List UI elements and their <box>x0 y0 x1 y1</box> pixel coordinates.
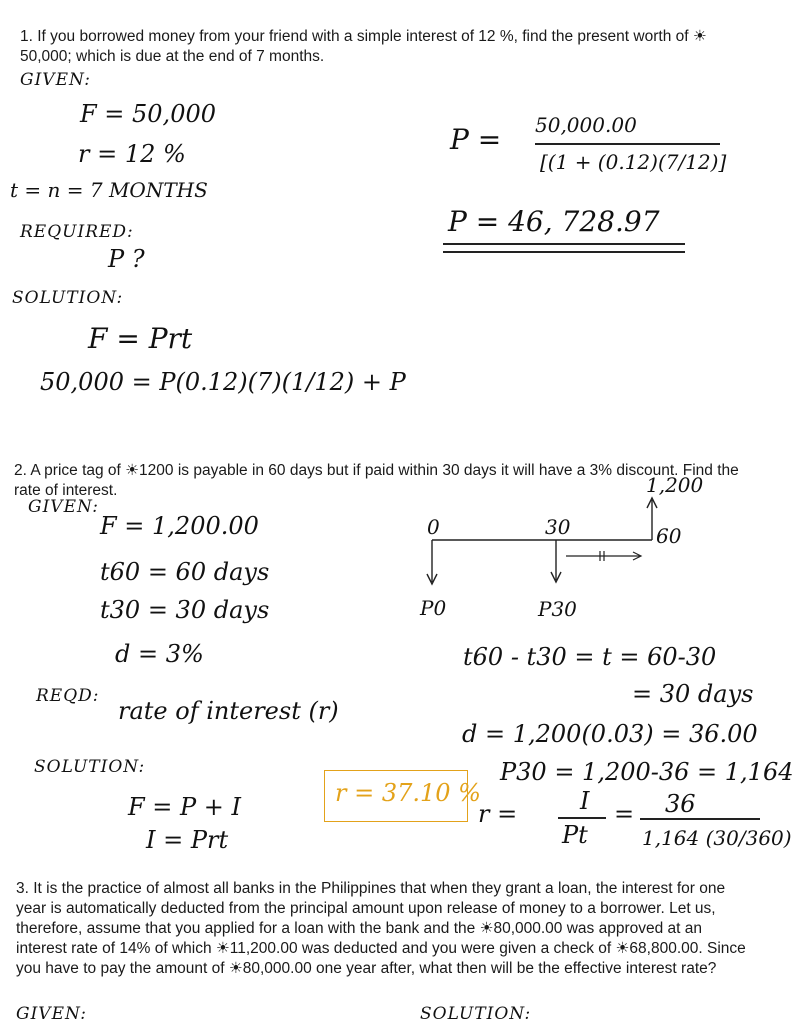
timeline-tick-0: 0 <box>427 515 440 539</box>
p2-reqd: rate of interest (r) <box>118 697 339 725</box>
p1-given-t: t = n = 7 MONTHS <box>10 178 208 202</box>
p3-solution-label: SOLUTION: <box>420 1004 532 1024</box>
problem-1-statement: 1. If you borrowed money from your friend with a simple interest of 12 %, find the present worth of ☀50,000; which is due at the end of 7 months. <box>20 28 707 65</box>
p1-required-label: REQUIRED: <box>20 222 134 242</box>
p2-given-label: GIVEN: <box>28 497 99 517</box>
p1-given-r: r = 12 % <box>78 140 186 168</box>
p2-t-result: = 30 days <box>632 680 754 708</box>
p2-d-calc: d = 1,200(0.03) = 36.00 <box>462 720 758 748</box>
p2-given-d: d = 3% <box>115 640 204 668</box>
timeline-tick-30: 30 <box>545 515 571 539</box>
p2-solution-label: SOLUTION: <box>34 757 146 777</box>
p1-required: P ? <box>108 245 145 273</box>
p2-t-calc: t60 - t30 = t = 60-30 <box>463 643 717 671</box>
p2-r-frac1-bar <box>558 817 606 819</box>
p2-r-frac2-num: 36 <box>665 790 696 818</box>
p3-given-label: GIVEN: <box>16 1004 87 1024</box>
p2-reqd-label: REQD: <box>36 686 100 706</box>
p2-eq-1: F = P + I <box>128 793 242 821</box>
timeline-p0: P0 <box>420 596 447 620</box>
p2-r-lhs: r = <box>478 800 518 828</box>
p1-given-label: GIVEN: <box>20 70 91 90</box>
p1-substitution: 50,000 = P(0.12)(7)(1/12) + P <box>40 368 406 396</box>
timeline-label-top: 1,200 <box>646 473 704 497</box>
p2-r-frac2-bar <box>640 818 760 820</box>
p1-p-denominator: [(1 + (0.12)(7/12)] <box>540 150 727 174</box>
problem-2-statement: 2. A price tag of ☀1200 is payable in 60 days but if paid within 30 days it will have a 3% discount. Find the rate of interest. <box>14 462 739 499</box>
p2-p30-calc: P30 = 1,200-36 = 1,164 <box>500 758 793 786</box>
problem-3-statement: 3. It is the practice of almost all banks in the Philippines that when they grant a loan, the interest for one year is automatically deducted from the principal amount upon release of money to a borrower. Let us, therefore, assume that you applied for a loan with the bank and the ☀80,000.00 was approved at an interest rate of 14% of which ☀11,200.00 was deducted and you were given a check of ☀68,800.00. Since you have to pay the amount of ☀80,000.00 one year after, what then will be the effective interest rate? <box>16 880 746 977</box>
p2-eq-2: I = Prt <box>146 826 229 854</box>
timeline-p30: P30 <box>538 597 577 621</box>
p1-answer: P = 46, 728.97 <box>448 205 660 238</box>
p1-p-lhs: P = <box>450 123 502 156</box>
p2-answer: r = 37.10 % <box>335 779 481 807</box>
p2-r-equals: = <box>614 800 635 828</box>
p1-solution-label: SOLUTION: <box>12 288 124 308</box>
p2-given-t60: t60 = 60 days <box>100 558 270 586</box>
p1-given-f: F = 50,000 <box>80 100 216 128</box>
p1-p-numerator: 50,000.00 <box>535 113 637 137</box>
p2-given-t30: t30 = 30 days <box>100 596 270 624</box>
p1-formula: F = Prt <box>88 322 193 355</box>
p2-r-frac2-den: 1,164 (30/360) <box>642 826 792 850</box>
p2-r-frac1-den: Pt <box>562 821 588 849</box>
p2-r-frac1-num: I <box>580 787 590 815</box>
p2-given-f: F = 1,200.00 <box>100 512 259 540</box>
timeline-tick-60: 60 <box>656 524 682 548</box>
